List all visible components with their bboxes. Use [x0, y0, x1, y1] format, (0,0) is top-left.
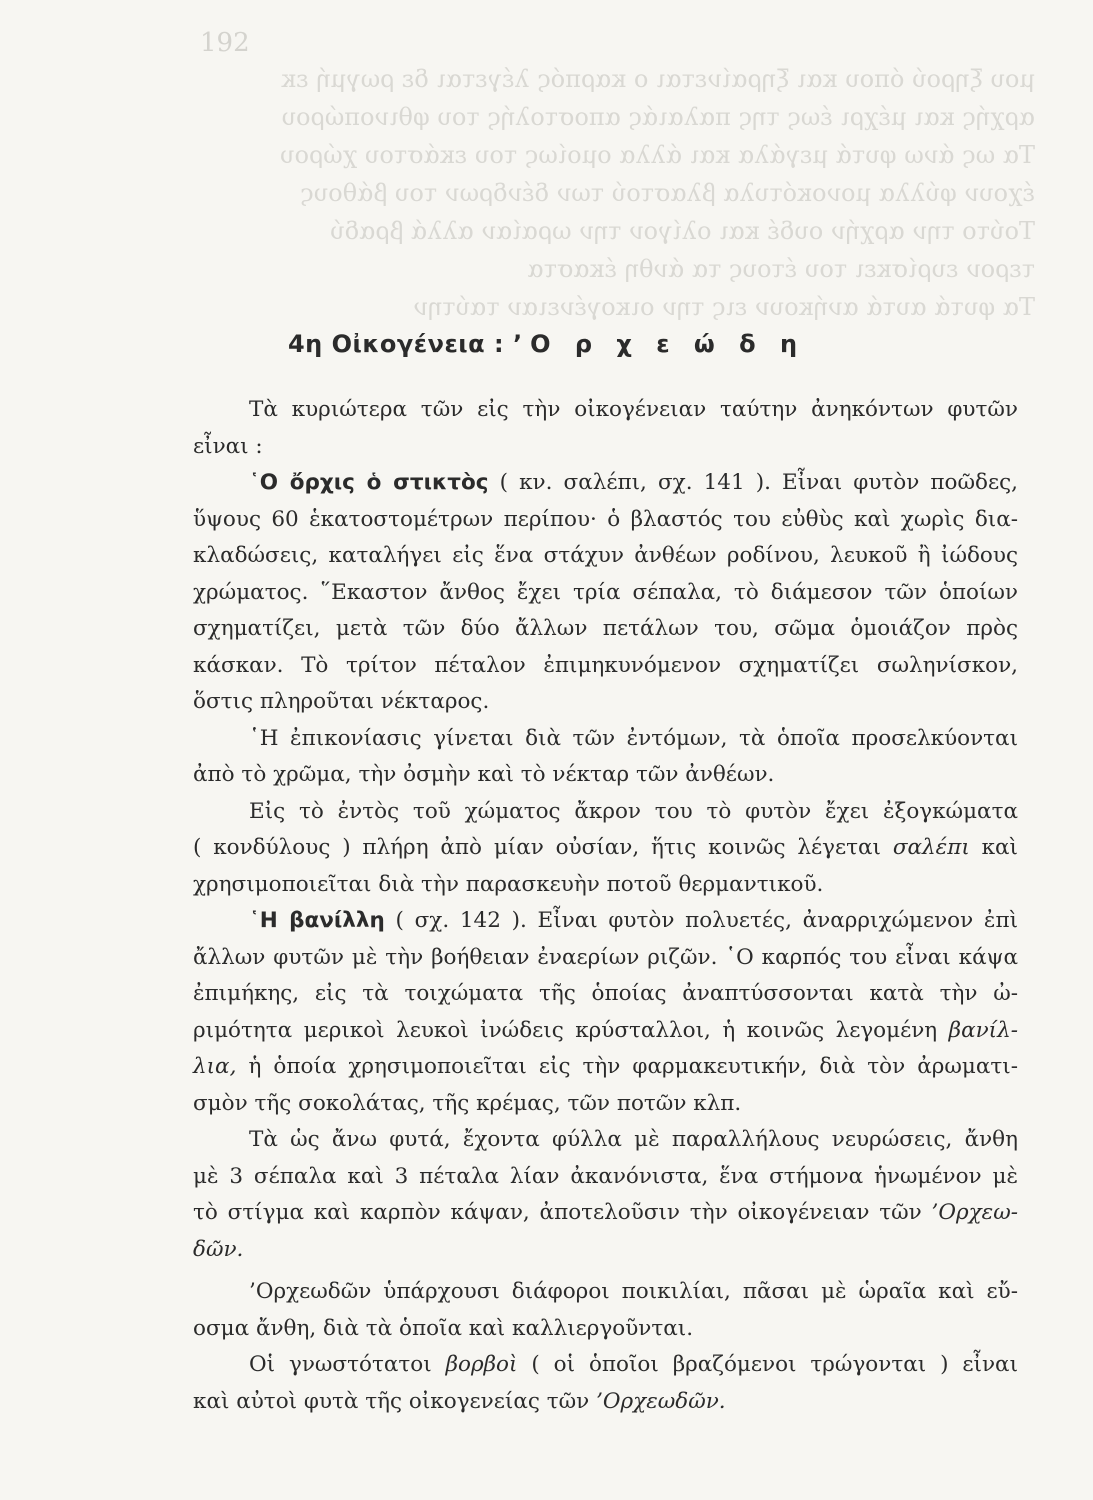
text-span: ριμότητα μερικοὶ λευκοὶ ἰνώδεις κρύσταλλοι, ἡ κοινῶς λεγομένη: [193, 1017, 938, 1043]
text-line: [193, 465, 1018, 502]
term-orchids-final: ’Ορχεωδῶν.: [596, 1388, 726, 1414]
text-line: [193, 830, 1018, 867]
text-line: κάσκαν. Τὸ τρίτον πέταλον ἐπιμηκυνόμενον σχηματίζει σωληνίσκον,: [193, 652, 1018, 678]
text-line: Τὰ κυριώτερα τῶν εἰς τὴν οἰκογένειαν ταύτην ἀνηκόντων φυτῶν: [249, 397, 1018, 422]
text-line: μὲ 3 σέπαλα καὶ 3 πέταλα λίαν ἀκανόνιστα, ἕνα στήμονα ἡνωμένον μὲ: [193, 1163, 1018, 1189]
text-line: [193, 903, 1018, 940]
term-orchids-cont: δῶν.: [193, 1236, 244, 1262]
text-line: εἶναι :: [193, 433, 263, 459]
text-span: καὶ: [969, 835, 1018, 860]
bleed-line: αρχής και μέχρι έως της παλαιάς αποστολής του φθινοπώρου: [281, 103, 1035, 131]
heading-family-name: ’Ο ρ χ ε ώ δ η: [512, 330, 806, 358]
heading-number: 4η: [287, 330, 323, 358]
text-line: [193, 1013, 1018, 1050]
term-bulbs: βορβοὶ: [445, 1352, 518, 1377]
bleed-line: Τα φυτά αυτά ανήκουν εις την οικογένειαν ταύτην: [413, 293, 1035, 321]
term-vanilla: ῾Η βανίλλη: [249, 908, 385, 933]
text-span: Οἱ γνωστότατοι: [249, 1352, 432, 1377]
term-orchids: ’Ορχεω-: [931, 1200, 1018, 1225]
text-line: ὕψους 60 ἑκατοστομέτρων περίπου· ὁ βλαστός του εὐθὺς καὶ χωρὶς δια-: [193, 506, 1018, 532]
term-salepi: σαλέπι: [892, 835, 970, 860]
text-line: [193, 1347, 1018, 1384]
text-line: χρησιμοποιεῖται διὰ τὴν παρασκευὴν ποτοῦ θερμαντικοῦ.: [193, 871, 824, 897]
text-span: ( κονδύλους ) πλήρη ἀπὸ μίαν οὐσίαν, ἥτις κοινῶς λέγεται: [193, 835, 881, 860]
bleed-line: Τούτο την αρχήν ουδέ και ολίγον την ωραίαν αλλά βραδύ: [330, 217, 1035, 245]
text-line: Εἰς τὸ ἐντὸς τοῦ χώματος ἄκρον του τὸ φυτὸν ἔχει ἐξογκώματα: [249, 798, 1018, 824]
text-line: ἄλλων φυτῶν μὲ τὴν βοήθειαν ἐναερίων ριζῶν. ῾Ο καρπός του εἶναι κάψα: [193, 944, 1018, 970]
bleed-page-number: 192: [200, 28, 250, 58]
text-line: ἐπιμήκης, εἰς τὰ τοιχώματα τῆς ὁποίας ἀναπτύσσονται κατὰ τὴν ὠ-: [193, 981, 1018, 1006]
body-text: [193, 392, 1018, 1420]
term-vanilia: βανίλ-: [948, 1017, 1018, 1043]
term-orchis: ῾Ο ὄρχις ὁ στικτὸς: [249, 470, 489, 495]
text-line: κλαδώσεις, καταλήγει εἰς ἕνα στάχυν ἀνθέων ροδίνου, λευκοῦ ἢ ἰώδους: [193, 543, 1018, 568]
text-line: ἀπὸ τὸ χρῶμα, τὴν ὀσμὴν καὶ τὸ νέκταρ τῶν ἀνθέων.: [193, 762, 775, 787]
text-line: χρώματος. ῞Εκαστον ἄνθος ἔχει τρία σέπαλα, τὸ διάμεσον τῶν ὁποίων: [193, 579, 1018, 605]
bleed-through-text: [195, 60, 1035, 326]
text-line: [193, 1232, 1018, 1269]
term-vanilia-cont: λια,: [193, 1054, 237, 1079]
bleed-line: τερον ευρίσκει του έτους τα άνθη έκαστα: [527, 255, 1035, 283]
text-line: σχηματίζει, μετὰ τῶν δύο ἄλλων πετάλων του, σῶμα ὁμοιάζον πρὸς: [193, 616, 1018, 641]
text-line: [193, 1384, 1018, 1421]
section-heading: [0, 330, 1093, 358]
text-span: ( οἱ ὁποῖοι βραζόμενοι τρώγονται ) εἶναι: [531, 1352, 1018, 1377]
bleed-line: μου ξηρού όπου και ξηραίνεται ο καρπός λέγεται δε ρωγμή εκ: [281, 65, 1035, 93]
text-span: καὶ αὐτοὶ φυτὰ τῆς οἰκογενείας τῶν: [193, 1388, 590, 1414]
heading-word: Οἰκογένεια :: [331, 330, 505, 358]
text-span: ( σχ. 142 ). Εἶναι φυτὸν πολυετές, ἀναρριχώμενον ἐπὶ: [384, 908, 1019, 933]
text-line: [193, 1049, 1018, 1086]
text-line: οσμα ἄνθη, διὰ τὰ ὁποῖα καὶ καλλιεργοῦνται.: [193, 1315, 694, 1341]
text-line: ’Ορχεωδῶν ὑπάρχουσι διάφοροι ποικιλίαι, πᾶσαι μὲ ὡραῖα καὶ εὔ-: [249, 1279, 1018, 1304]
text-line: [193, 1195, 1018, 1232]
text-line: σμὸν τῆς σοκολάτας, τῆς κρέμας, τῶν ποτῶν κλπ.: [193, 1090, 742, 1116]
bleed-line: έχουν φύλλα μονοκότυλα βλαστού των δένδρων του βάθους: [300, 179, 1035, 207]
text-line: ῾Η ἐπικονίασις γίνεται διὰ τῶν ἐντόμων, τὰ ὁποῖα προσελκύονται: [249, 725, 1018, 751]
text-span: ἡ ὁποία χρησιμοποιεῖται εἰς τὴν φαρμακευτικήν, διὰ τὸν ἀρωματι-: [236, 1054, 1018, 1079]
bleed-line: Τα ως άνω φυτά μεγάλα και άλλα ομοίως του εκάστου χώρου: [279, 141, 1035, 169]
text-span: ( κν. σαλέπι, σχ. 141 ). Εἶναι φυτὸν ποῶδες,: [488, 470, 1018, 495]
text-line: Τὰ ὡς ἄνω φυτά, ἔχοντα φύλλα μὲ παραλλήλους νευρώσεις, ἄνθη: [249, 1127, 1018, 1152]
text-span: τὸ στίγμα καὶ καρπὸν κάψαν, ἀποτελοῦσιν τὴν οἰκογένειαν τῶν: [193, 1200, 922, 1225]
text-line: ὅστις πληροῦται νέκταρος.: [193, 689, 490, 714]
